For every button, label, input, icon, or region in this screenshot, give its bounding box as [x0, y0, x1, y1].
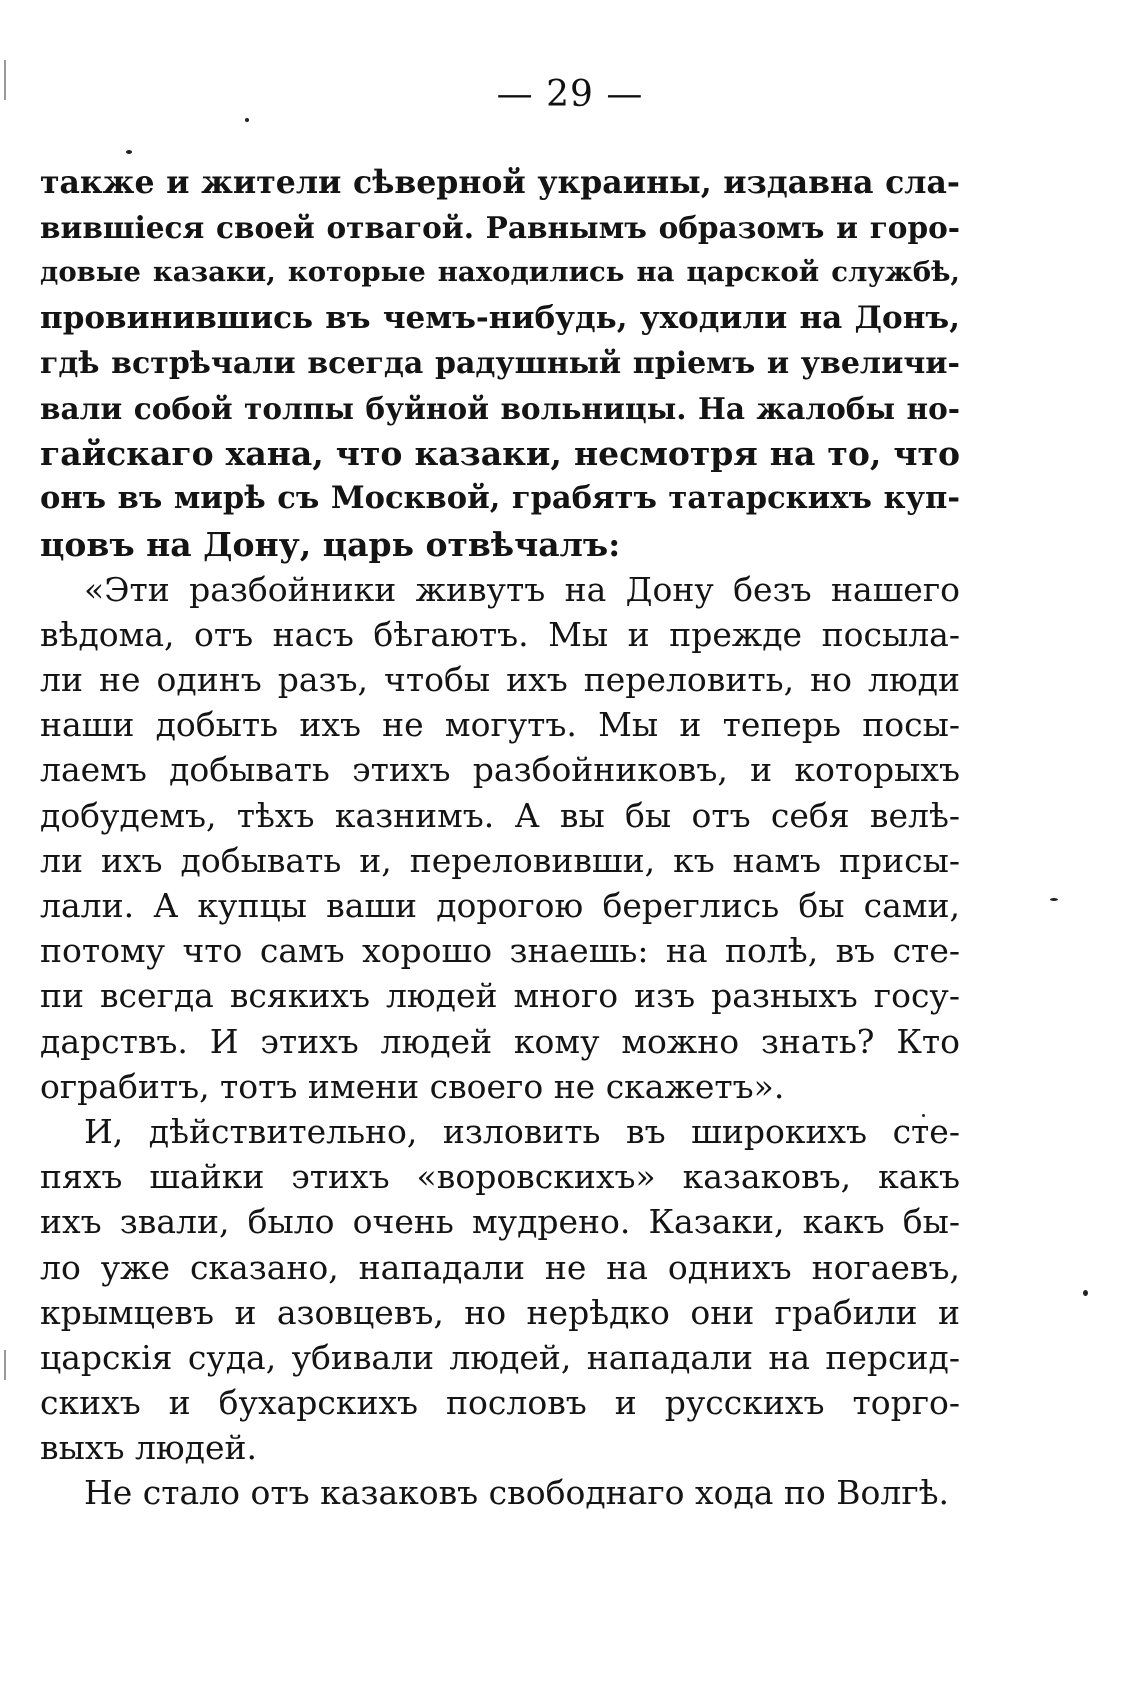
- text-line: пи всегда всякихъ людей много изъ разныхъ госу-: [40, 976, 960, 1016]
- text-line: ли ихъ добывать и, переловивши, къ намъ присы-: [40, 840, 960, 880]
- text-line: скихъ и бухарскихъ пословъ и русскихъ торго-: [40, 1383, 960, 1423]
- text-line: также и жители сѣверной украины, издавна сла-: [40, 164, 960, 201]
- text-line: выхъ людей.: [40, 1428, 257, 1468]
- paragraph: [40, 160, 960, 567]
- text-line: лаемъ добывать этихъ разбойниковъ, и которыхъ: [40, 750, 960, 790]
- text-line: добудемъ, тѣхъ казнимъ. А вы бы отъ себя велѣ-: [40, 795, 960, 835]
- text-line: лали. А купцы ваши дорогою береглись бы сами,: [40, 886, 960, 925]
- scan-edge-mark: [4, 1350, 6, 1380]
- text-line: ограбитъ, тотъ имени своего не скажетъ».: [40, 1066, 785, 1106]
- text-line: Не стало отъ казаковъ свободнаго хода по Волгѣ.: [84, 1473, 950, 1513]
- text-line: онъ въ мирѣ съ Москвой, грабятъ татарскихъ куп-: [40, 480, 960, 517]
- text-line: вившіеся своей отвагой. Равнымъ образомъ и горо-: [40, 210, 960, 246]
- paragraph: [40, 567, 960, 1109]
- text-line: довые казаки, которые находились на царской службѣ,: [40, 256, 960, 289]
- text-line: И, дѣйствительно, изловить въ широкихъ сте-: [84, 1111, 960, 1151]
- text-line: дарствъ. И этихъ людей кому можно знать? Кто: [40, 1021, 960, 1061]
- text-line: наши добыть ихъ не могутъ. Мы и теперь посы-: [40, 705, 960, 745]
- scan-speck: [245, 118, 249, 122]
- paragraph: [40, 1470, 960, 1515]
- scan-speck: [1083, 1290, 1088, 1296]
- text-line: ло уже сказано, нападали не на однихъ ногаевъ,: [40, 1247, 960, 1287]
- text-line: пяхъ шайки этихъ «воровскихъ» казаковъ, какъ: [40, 1157, 960, 1197]
- text-line: цовъ на Дону, царь отвѣчалъ:: [40, 524, 621, 564]
- text-line: «Эти разбойники живутъ на Дону безъ нашего: [84, 569, 960, 609]
- text-line: ихъ звали, было очень мудрено. Казаки, какъ бы-: [40, 1202, 960, 1242]
- text-line: вали собой толпы буйной вольницы. На жалобы но-: [40, 390, 960, 426]
- text-line: ли не одинъ разъ, чтобы ихъ переловить, но люди: [40, 660, 960, 700]
- text-line: провинившись въ чемъ-нибудь, уходили на Донъ,: [40, 299, 960, 336]
- text-line: крымцевъ и азовцевъ, но нерѣдко они грабили и: [40, 1292, 960, 1332]
- paragraph: [40, 1109, 960, 1471]
- text-line: гдѣ встрѣчали всегда радушный пріемъ и увеличи-: [40, 345, 960, 381]
- text-line: гайскаго хана, что казаки, несмотря на то, что: [40, 434, 960, 474]
- page-number: — 29 —: [496, 74, 644, 115]
- body-text: [40, 160, 960, 1516]
- text-line: вѣдома, отъ насъ бѣгаютъ. Мы и прежде посыла-: [40, 614, 960, 654]
- text-line: царскія суда, убивали людей, нападали на персид-: [40, 1337, 960, 1377]
- scan-speck: [126, 150, 132, 154]
- scan-speck: [1050, 898, 1058, 901]
- text-line: потому что самъ хорошо знаешь: на полѣ, въ сте-: [40, 931, 960, 971]
